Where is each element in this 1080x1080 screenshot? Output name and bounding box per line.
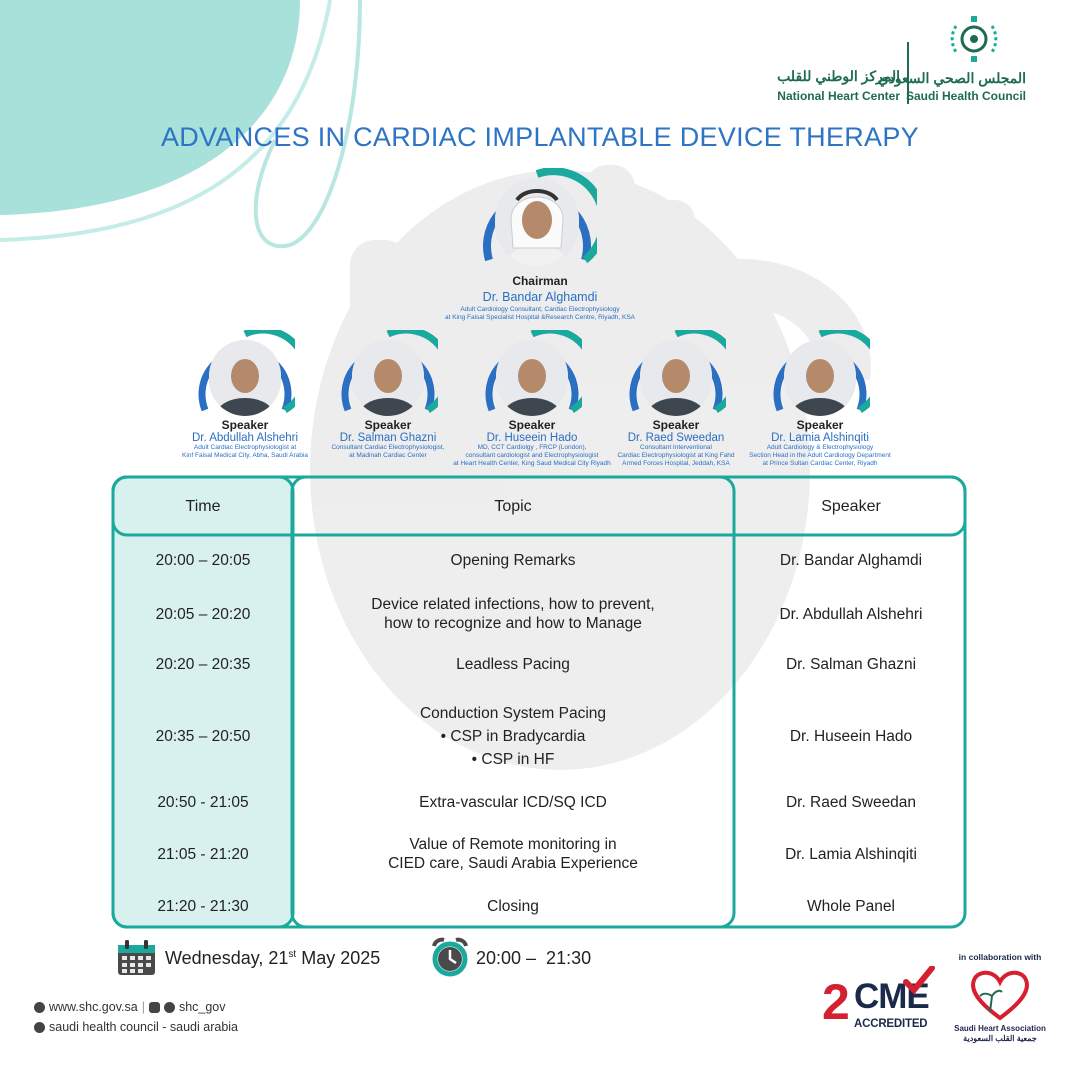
speaker-desc-line: at Heart Health Center, King Saud Medical City Riyadh <box>453 460 611 467</box>
table-row-topic <box>292 888 734 924</box>
cme-label: CME <box>854 977 929 1016</box>
speaker-desc-line: at Madinah Cardiac Center <box>349 452 427 459</box>
instagram-icon <box>149 1002 160 1013</box>
globe-icon <box>34 1002 45 1013</box>
linkedin-link[interactable]: saudi health council - saudi arabia <box>49 1020 239 1034</box>
table-row-time: 20:05 – 20:20 <box>155 605 251 623</box>
speaker-role: Speaker <box>796 418 844 432</box>
topic-line: Leadless Pacing <box>456 655 570 673</box>
separator: | <box>141 1000 145 1014</box>
footer-web-row <box>34 1000 226 1014</box>
collaboration-label: in collaboration with <box>958 952 1042 962</box>
calendar-icon <box>117 940 157 976</box>
speaker-photo <box>770 330 870 418</box>
social-handle[interactable]: shc_gov <box>178 1000 226 1014</box>
topic-line: Device related infections, how to prevent, <box>371 596 655 613</box>
checkmark-icon <box>902 966 936 996</box>
table-row-time: 20:50 - 21:05 <box>157 793 249 811</box>
table-row-speaker: Dr. Salman Ghazni <box>785 655 917 673</box>
saudi-heart-association-heart-icon <box>968 966 1032 1022</box>
chairman-photo <box>477 168 597 272</box>
speaker-desc-line: Consultant Interventional <box>640 444 712 451</box>
speaker-desc-line: Consultant Cardiac Electrophysiologist, <box>331 444 445 451</box>
header-topic: Topic <box>494 497 532 515</box>
topic-line: Conduction System Pacing <box>419 704 607 722</box>
cme-hours: 2 <box>822 974 850 1030</box>
speaker-name: Dr. Raed Sweedan <box>627 432 725 444</box>
saudi-health-council-logo <box>877 14 1034 106</box>
topic-bullet: • CSP in HF <box>472 748 555 771</box>
speaker-name: Dr. Lamia Alshinqiti <box>771 432 869 444</box>
speaker-role: Speaker <box>221 418 269 432</box>
speaker-name: Dr. Abdullah Alshehri <box>191 432 299 444</box>
speaker-info <box>452 418 612 468</box>
header-time: Time <box>185 497 221 515</box>
speaker-role: Speaker <box>508 418 556 432</box>
table-row-time: 20:00 – 20:05 <box>155 551 251 569</box>
speaker-photo <box>195 330 295 418</box>
table-row-speaker: Dr. Bandar Alghamdi <box>779 551 923 569</box>
website-link[interactable]: www.shc.gov.sa <box>49 1000 138 1014</box>
avatar <box>352 340 424 416</box>
avatar <box>784 340 856 416</box>
chairman-desc-line2: at King Faisal Specialist Hospital &Research Centre, Riyadh, KSA <box>444 314 636 321</box>
table-row-topic <box>292 700 734 772</box>
topic-line: how to recognize and how to Manage <box>384 615 642 632</box>
table-row-time: 21:20 - 21:30 <box>157 897 249 915</box>
event-date <box>165 948 380 969</box>
sha-arabic-name: جمعية القلب السعودية <box>963 1034 1037 1043</box>
speaker-name: Dr. Huseein Hado <box>486 432 578 444</box>
table-row-topic <box>292 646 734 682</box>
speaker-desc-line: Section Head in the Adult Cardiology Department <box>749 452 891 459</box>
table-row-topic <box>292 832 734 876</box>
topic-line: CIED care, Saudi Arabia Experience <box>388 855 638 872</box>
table-row-topic <box>292 592 734 636</box>
event-time: 20:00 – 21:30 <box>476 948 592 968</box>
table-row-topic <box>292 542 734 578</box>
table-row-time: 20:20 – 20:35 <box>155 655 251 673</box>
topic-line: Closing <box>487 897 539 915</box>
event-date-suffix-ordinal: st <box>288 949 297 960</box>
speaker-info <box>740 418 900 468</box>
speaker-info <box>308 418 468 460</box>
header-speaker: Speaker <box>821 497 881 515</box>
chairman-name: Dr. Bandar Alghamdi <box>482 290 598 304</box>
sha-english-name: Saudi Heart Association <box>954 1024 1046 1033</box>
table-row-speaker: Dr. Abdullah Alshehri <box>779 605 923 623</box>
table-row-speaker: Dr. Lamia Alshinqiti <box>785 845 917 863</box>
footer-linkedin-row <box>34 1020 238 1034</box>
chairman-info <box>390 274 690 322</box>
table-row-topic <box>292 784 734 820</box>
topic-bullet: • CSP in Bradycardia <box>441 725 586 748</box>
teal-corner-shape <box>0 0 300 215</box>
speaker-info <box>165 418 325 460</box>
avatar <box>495 178 579 266</box>
speaker-desc-line: Kinf Faisal Medical City, Abha, Saudi Arabia <box>182 452 308 459</box>
topic-line: Value of Remote monitoring in <box>409 836 617 853</box>
speaker-desc-line: Adult Cardiology & Electrophysiology <box>766 444 874 451</box>
topic-line: Extra-vascular ICD/SQ ICD <box>419 793 607 811</box>
table-row-time: 20:35 – 20:50 <box>155 727 251 745</box>
alarm-clock-icon <box>430 936 470 978</box>
nhc-english-name: National Heart Center <box>777 89 900 103</box>
table-row-speaker: Dr. Raed Sweedan <box>785 793 917 811</box>
speaker-desc-line: consultant cardiologist and Electrophysiologist <box>465 452 599 459</box>
cme-accredited-badge <box>822 966 934 1038</box>
person-silhouette-icon <box>784 340 856 416</box>
page-title: ADVANCES IN CARDIAC IMPLANTABLE DEVICE THERAPY <box>161 122 919 152</box>
speaker-photo <box>338 330 438 418</box>
cme-accredited-label: ACCREDITED <box>854 1018 928 1030</box>
shc-emblem-icon <box>944 14 1004 64</box>
chairman-desc-line1: Adult Cardiology Consultant, Cardiac Electrophysiology <box>460 306 620 313</box>
shc-english-name: Saudi Health Council <box>905 89 1026 103</box>
speaker-name: Dr. Salman Ghazni <box>339 432 437 444</box>
speaker-desc-line: Cardiac Electrophysiologist at King Fahd <box>617 452 735 459</box>
person-silhouette-icon <box>640 340 712 416</box>
schedule-table <box>110 474 968 930</box>
speaker-role: Speaker <box>364 418 412 432</box>
speaker-desc-line: at Prince Sultan Cardiac Center, Riyadh <box>762 460 878 467</box>
speaker-role: Speaker <box>652 418 700 432</box>
linkedin-icon <box>34 1022 45 1033</box>
event-date-month-year: May 2025 <box>296 948 381 968</box>
speaker-photo <box>482 330 582 418</box>
speaker-info <box>596 418 756 468</box>
shc-arabic-name: المجلس الصحي السعودي <box>877 70 1026 86</box>
speaker-desc-line: Armed Forces Hospital, Jeddah, KSA <box>622 460 730 467</box>
person-silhouette-icon <box>496 340 568 416</box>
person-silhouette-icon <box>352 340 424 416</box>
speaker-photo <box>626 330 726 418</box>
speaker-desc-line: Adult Cardiac Electrophysiologist at <box>193 444 297 451</box>
avatar <box>640 340 712 416</box>
table-row-speaker: Whole Panel <box>807 897 895 915</box>
table-row-time: 21:05 - 21:20 <box>157 845 249 863</box>
topic-line: Opening Remarks <box>450 551 576 569</box>
avatar <box>209 340 281 416</box>
person-silhouette-icon <box>495 178 579 266</box>
avatar <box>496 340 568 416</box>
person-silhouette-icon <box>209 340 281 416</box>
nhc-arabic-name: المركز الوطني للقلب <box>777 68 900 84</box>
chairman-role: Chairman <box>512 274 568 288</box>
event-date-prefix: Wednesday, 21 <box>165 948 289 968</box>
table-row-speaker: Dr. Huseein Hado <box>789 727 913 745</box>
speaker-desc-line: MD, CCT Cardiolgy , FRCP (London), <box>477 444 587 451</box>
x-twitter-icon <box>164 1002 175 1013</box>
